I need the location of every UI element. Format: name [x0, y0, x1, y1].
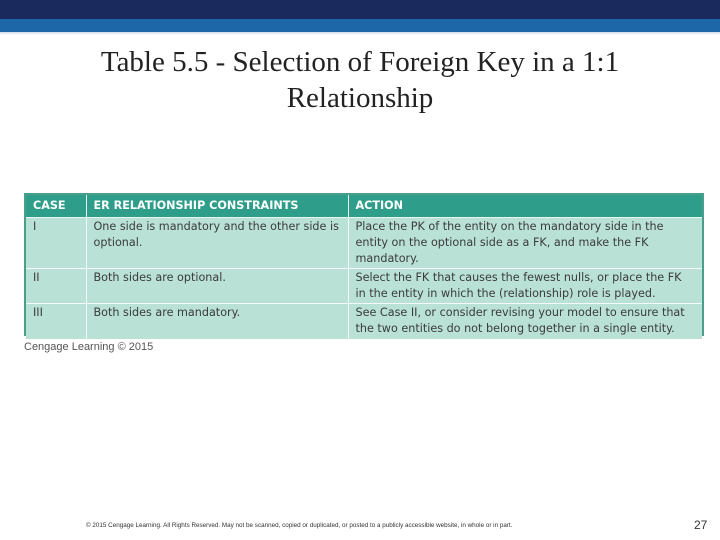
footer-copyright: © 2015 Cengage Learning. All Rights Reserved. May not be scanned, copied or duplicated, or posted to a publicly accessible website, in whole or in part.: [86, 522, 513, 529]
constraints-cell: Both sides are optional.: [86, 269, 348, 304]
table-frame: [24, 193, 704, 336]
table-row: [26, 304, 702, 339]
table-row: [26, 269, 702, 304]
source-credit: Cengage Learning © 2015: [24, 341, 154, 353]
case-cell: III: [26, 304, 86, 339]
fk-selection-table: [26, 195, 702, 339]
header-fade: [0, 32, 720, 35]
slide-title: Table 5.5 - Selection of Foreign Key in a 1:1 Relationship: [100, 46, 620, 114]
case-cell: II: [26, 269, 86, 304]
table-header-row: [26, 195, 702, 218]
column-header-constraints: ER RELATIONSHIP CONSTRAINTS: [86, 195, 348, 218]
action-cell: Select the FK that causes the fewest nulls, or place the FK in the entity in which the (relationship) role is played.: [348, 269, 702, 304]
table-row: [26, 218, 702, 269]
column-header-action: ACTION: [348, 195, 702, 218]
page-number: 27: [694, 518, 708, 532]
header-accent-bar: [0, 19, 720, 32]
column-header-case: CASE: [26, 195, 86, 218]
action-cell: See Case II, or consider revising your model to ensure that the two entities do not belong together in a single entity.: [348, 304, 702, 339]
header-bar: [0, 0, 720, 19]
constraints-cell: Both sides are mandatory.: [86, 304, 348, 339]
constraints-cell: One side is mandatory and the other side is optional.: [86, 218, 348, 269]
case-cell: I: [26, 218, 86, 269]
action-cell: Place the PK of the entity on the mandatory side in the entity on the optional side as a FK, and make the FK mandatory.: [348, 218, 702, 269]
